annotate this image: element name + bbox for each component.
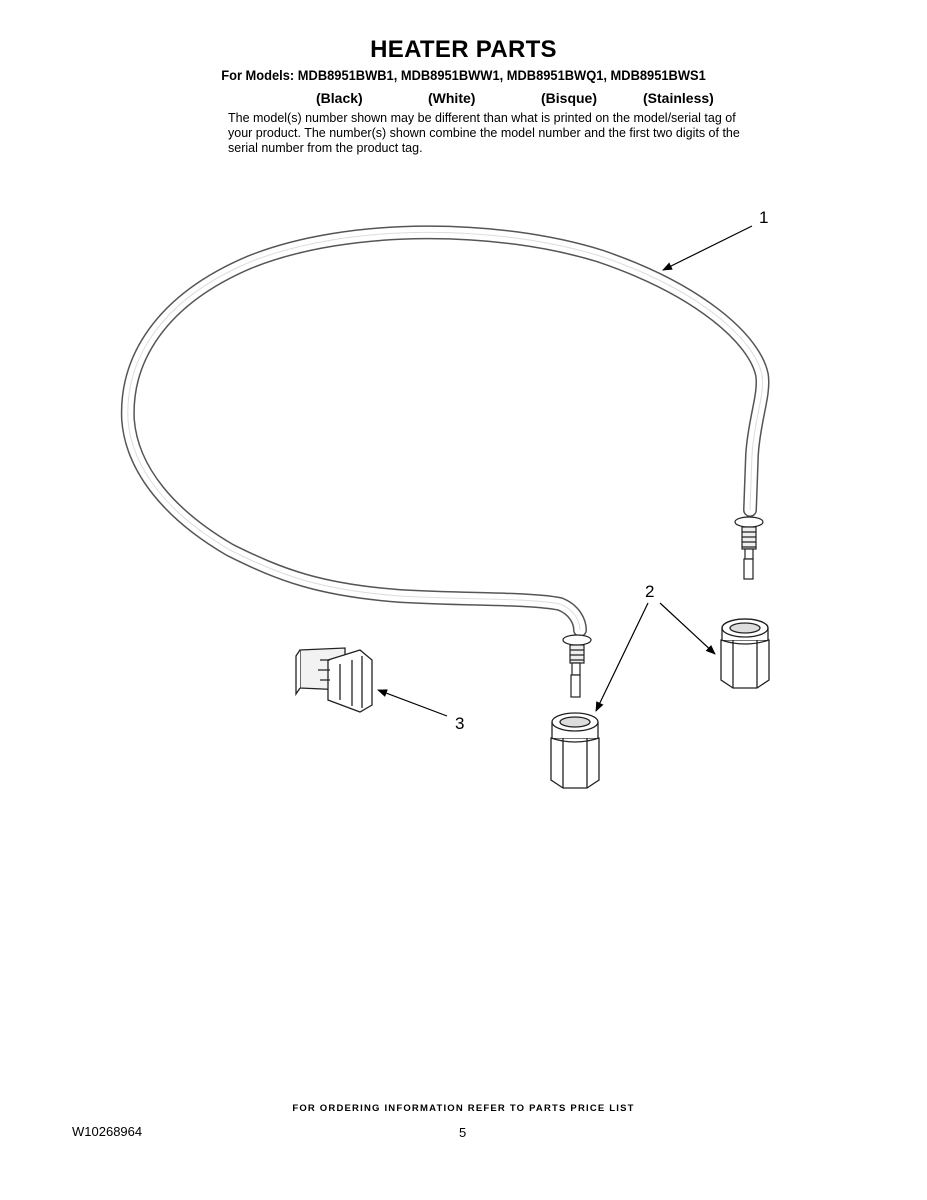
ordering-info: FOR ORDERING INFORMATION REFER TO PARTS PRICE LIST: [292, 1103, 635, 1114]
callout-3-leader: [378, 690, 447, 716]
page-number: 5: [459, 1125, 467, 1140]
model-list: For Models: MDB8951BWB1, MDB8951BWW1, MDB8951BWQ1, MDB8951BWS1: [221, 67, 706, 83]
wire-connector: [296, 648, 372, 712]
right-terminal: [735, 517, 763, 579]
page-title: HEATER PARTS: [370, 36, 557, 63]
color-bisque: (Bisque): [541, 90, 597, 106]
color-white: (White): [428, 90, 476, 106]
callout-3-label: 3: [455, 714, 465, 733]
left-terminal: [563, 635, 591, 697]
callout-1-leader: [663, 226, 752, 270]
model-note: The model(s) number shown may be different than what is printed on the model/serial tag of your product. The number(s) shown combine the model number and the first two digits of the serial number from the product tag.: [228, 111, 740, 155]
document-number: W10268964: [72, 1124, 143, 1139]
color-stainless: (Stainless): [643, 90, 714, 106]
callout-2-label: 2: [645, 582, 655, 601]
color-black: (Black): [316, 90, 363, 106]
callout-2-leader-b: [660, 603, 715, 654]
heating-element: [128, 232, 763, 630]
hex-nut-right: [721, 619, 769, 688]
callout-2-leader-a: [596, 603, 648, 711]
callout-1-label: 1: [759, 208, 769, 227]
hex-nut-bottom: [551, 713, 599, 788]
